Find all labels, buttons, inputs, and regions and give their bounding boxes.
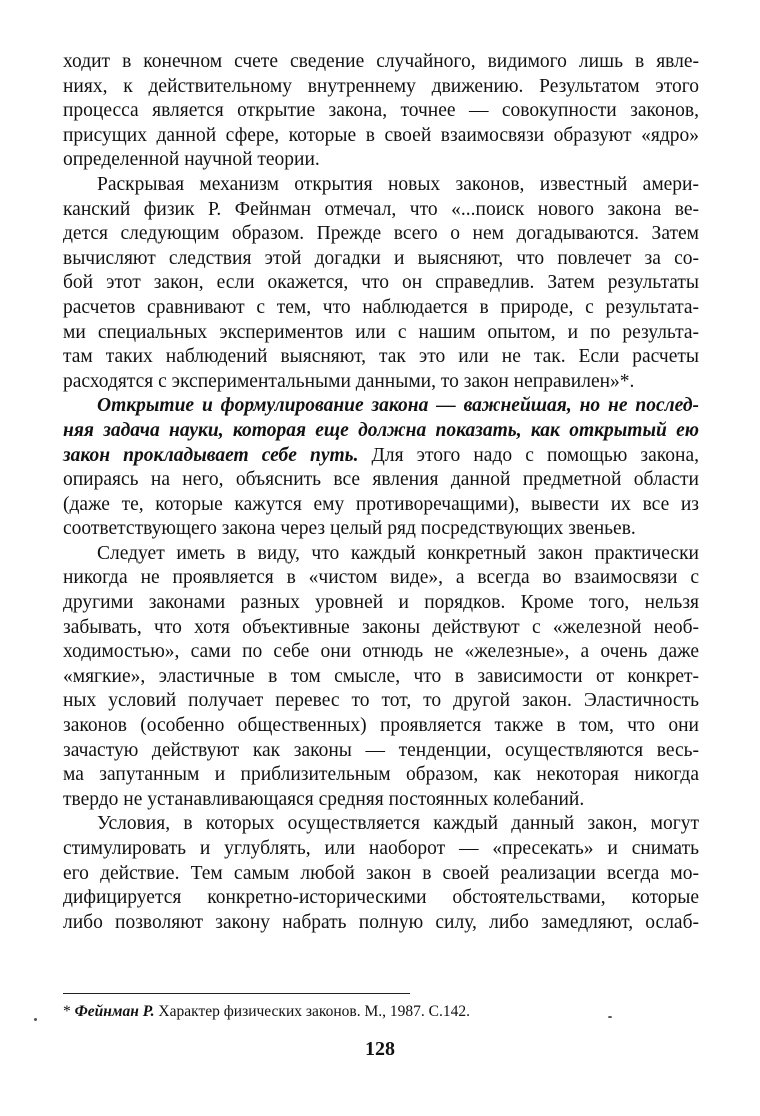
text-line: ных условий получает перевес то тот, то другой закон. Эластичность bbox=[63, 690, 699, 712]
text-line: ходит в конечном счете сведение случайного, видимого лишь в явле- bbox=[63, 51, 699, 72]
footnote-divider bbox=[63, 993, 410, 994]
paragraph-4 bbox=[63, 542, 699, 813]
paragraph-1 bbox=[63, 50, 699, 173]
text-line: процесса является открытие закона, точнее — совокупности законов, bbox=[63, 100, 699, 122]
paragraph-2 bbox=[63, 173, 699, 394]
emphasized-text-line: няя задача науки, которая еще должна показать, как открытый ею bbox=[63, 419, 699, 441]
body-text bbox=[63, 50, 699, 935]
page-number: 128 bbox=[365, 1038, 395, 1060]
text-line: законов (особенно общественных) проявляется также в том, что они bbox=[63, 715, 699, 737]
plain-phrase: Для этого надо с помощью закона, bbox=[358, 444, 699, 466]
text-line: опираясь на него, объяснить все явления данной предметной области bbox=[63, 469, 699, 491]
text-line: дифицируется конкретно-историческими обстоятельствами, которые bbox=[63, 887, 699, 909]
text-line: Условия, в которых осуществляется каждый данный закон, могут bbox=[97, 813, 699, 835]
text-line: ми специальных экспериментов или с нашим опытом, и по результа- bbox=[63, 321, 699, 343]
text-line: присущих данной сфере, которые в своей взаимосвязи образуют «ядро» bbox=[63, 124, 699, 146]
text-line: расчетов сравнивают с тем, что наблюдается в природе, с результата- bbox=[63, 296, 699, 318]
text-line: «мягкие», эластичные в том смысле, что в зависимости от конкрет- bbox=[63, 665, 699, 687]
text-line: никогда не проявляется в «чистом виде», а всегда во взаимосвязи с bbox=[63, 567, 699, 589]
text-line: забывать, что хотя объективные законы действуют с «железной необ- bbox=[63, 616, 699, 638]
paragraph-5 bbox=[63, 812, 699, 935]
scan-speck bbox=[34, 1018, 37, 1021]
footnote-citation: Характер физических законов. М., 1987. С.142. bbox=[154, 1003, 470, 1020]
footnote bbox=[63, 1002, 683, 1022]
mixed-text-line bbox=[63, 444, 699, 469]
text-line: (даже те, которые кажутся ему противоречащими), вывести их все из bbox=[63, 493, 699, 515]
text-line: стимулировать и углублять, или наоборот — «пресекать» и снимать bbox=[63, 838, 699, 859]
text-line: вычисляют следствия этой догадки и выясняют, что повлечет за со- bbox=[63, 247, 699, 269]
text-line: зачастую действуют как законы — тенденции, осуществляются весь- bbox=[63, 739, 699, 761]
text-line: Раскрывая механизм открытия новых законов, известный амери- bbox=[97, 173, 699, 195]
text-line: либо позволяют закону набрать полную силу, либо замедляют, ослаб- bbox=[63, 911, 699, 933]
text-line: дется следующим образом. Прежде всего о нем догадываются. Затем bbox=[63, 223, 699, 245]
text-line: соответствующего закона через целый ряд посредствующих звеньев. bbox=[63, 518, 636, 540]
paragraph-3 bbox=[63, 394, 699, 542]
text-line: другими законами разных уровней и порядков. Кроме того, нельзя bbox=[63, 592, 699, 614]
text-line: расходятся с экспериментальными данными, то закон неправилен»*. bbox=[63, 370, 635, 392]
emphasized-text-line: Открытие и формулирование закона — важнейшая, но не послед- bbox=[97, 395, 699, 417]
text-line: твердо не устанавливающаяся средняя постоянных колебаний. bbox=[63, 788, 585, 810]
text-line: канский физик Р. Фейнман отмечал, что «...поиск нового закона ве- bbox=[63, 198, 699, 220]
text-line: там таких наблюдений выясняют, так это или не так. Если расчеты bbox=[63, 346, 699, 368]
text-line: Следует иметь в виду, что каждый конкретный закон практически bbox=[97, 542, 699, 564]
text-line: его действие. Тем самым любой закон в своей реализации всегда мо- bbox=[63, 862, 699, 884]
footnote-marker: * bbox=[63, 1003, 75, 1020]
text-line: ниях, к действительному внутреннему движению. Результатом этого bbox=[63, 75, 699, 97]
footnote-author: Фейнман Р. bbox=[74, 1003, 155, 1020]
text-line: ма запутанным и приблизительным образом, как некоторая никогда bbox=[63, 764, 699, 786]
text-line: ходимостью», сами по себе они отнюдь не «железные», а очень даже bbox=[63, 641, 699, 663]
emphasized-phrase: закон прокладывает себе путь. bbox=[63, 444, 359, 466]
text-line: определенной научной теории. bbox=[63, 149, 320, 171]
scan-speck bbox=[608, 1016, 612, 1018]
text-line: бой этот закон, если окажется, что он справедлив. Затем результаты bbox=[63, 272, 699, 294]
